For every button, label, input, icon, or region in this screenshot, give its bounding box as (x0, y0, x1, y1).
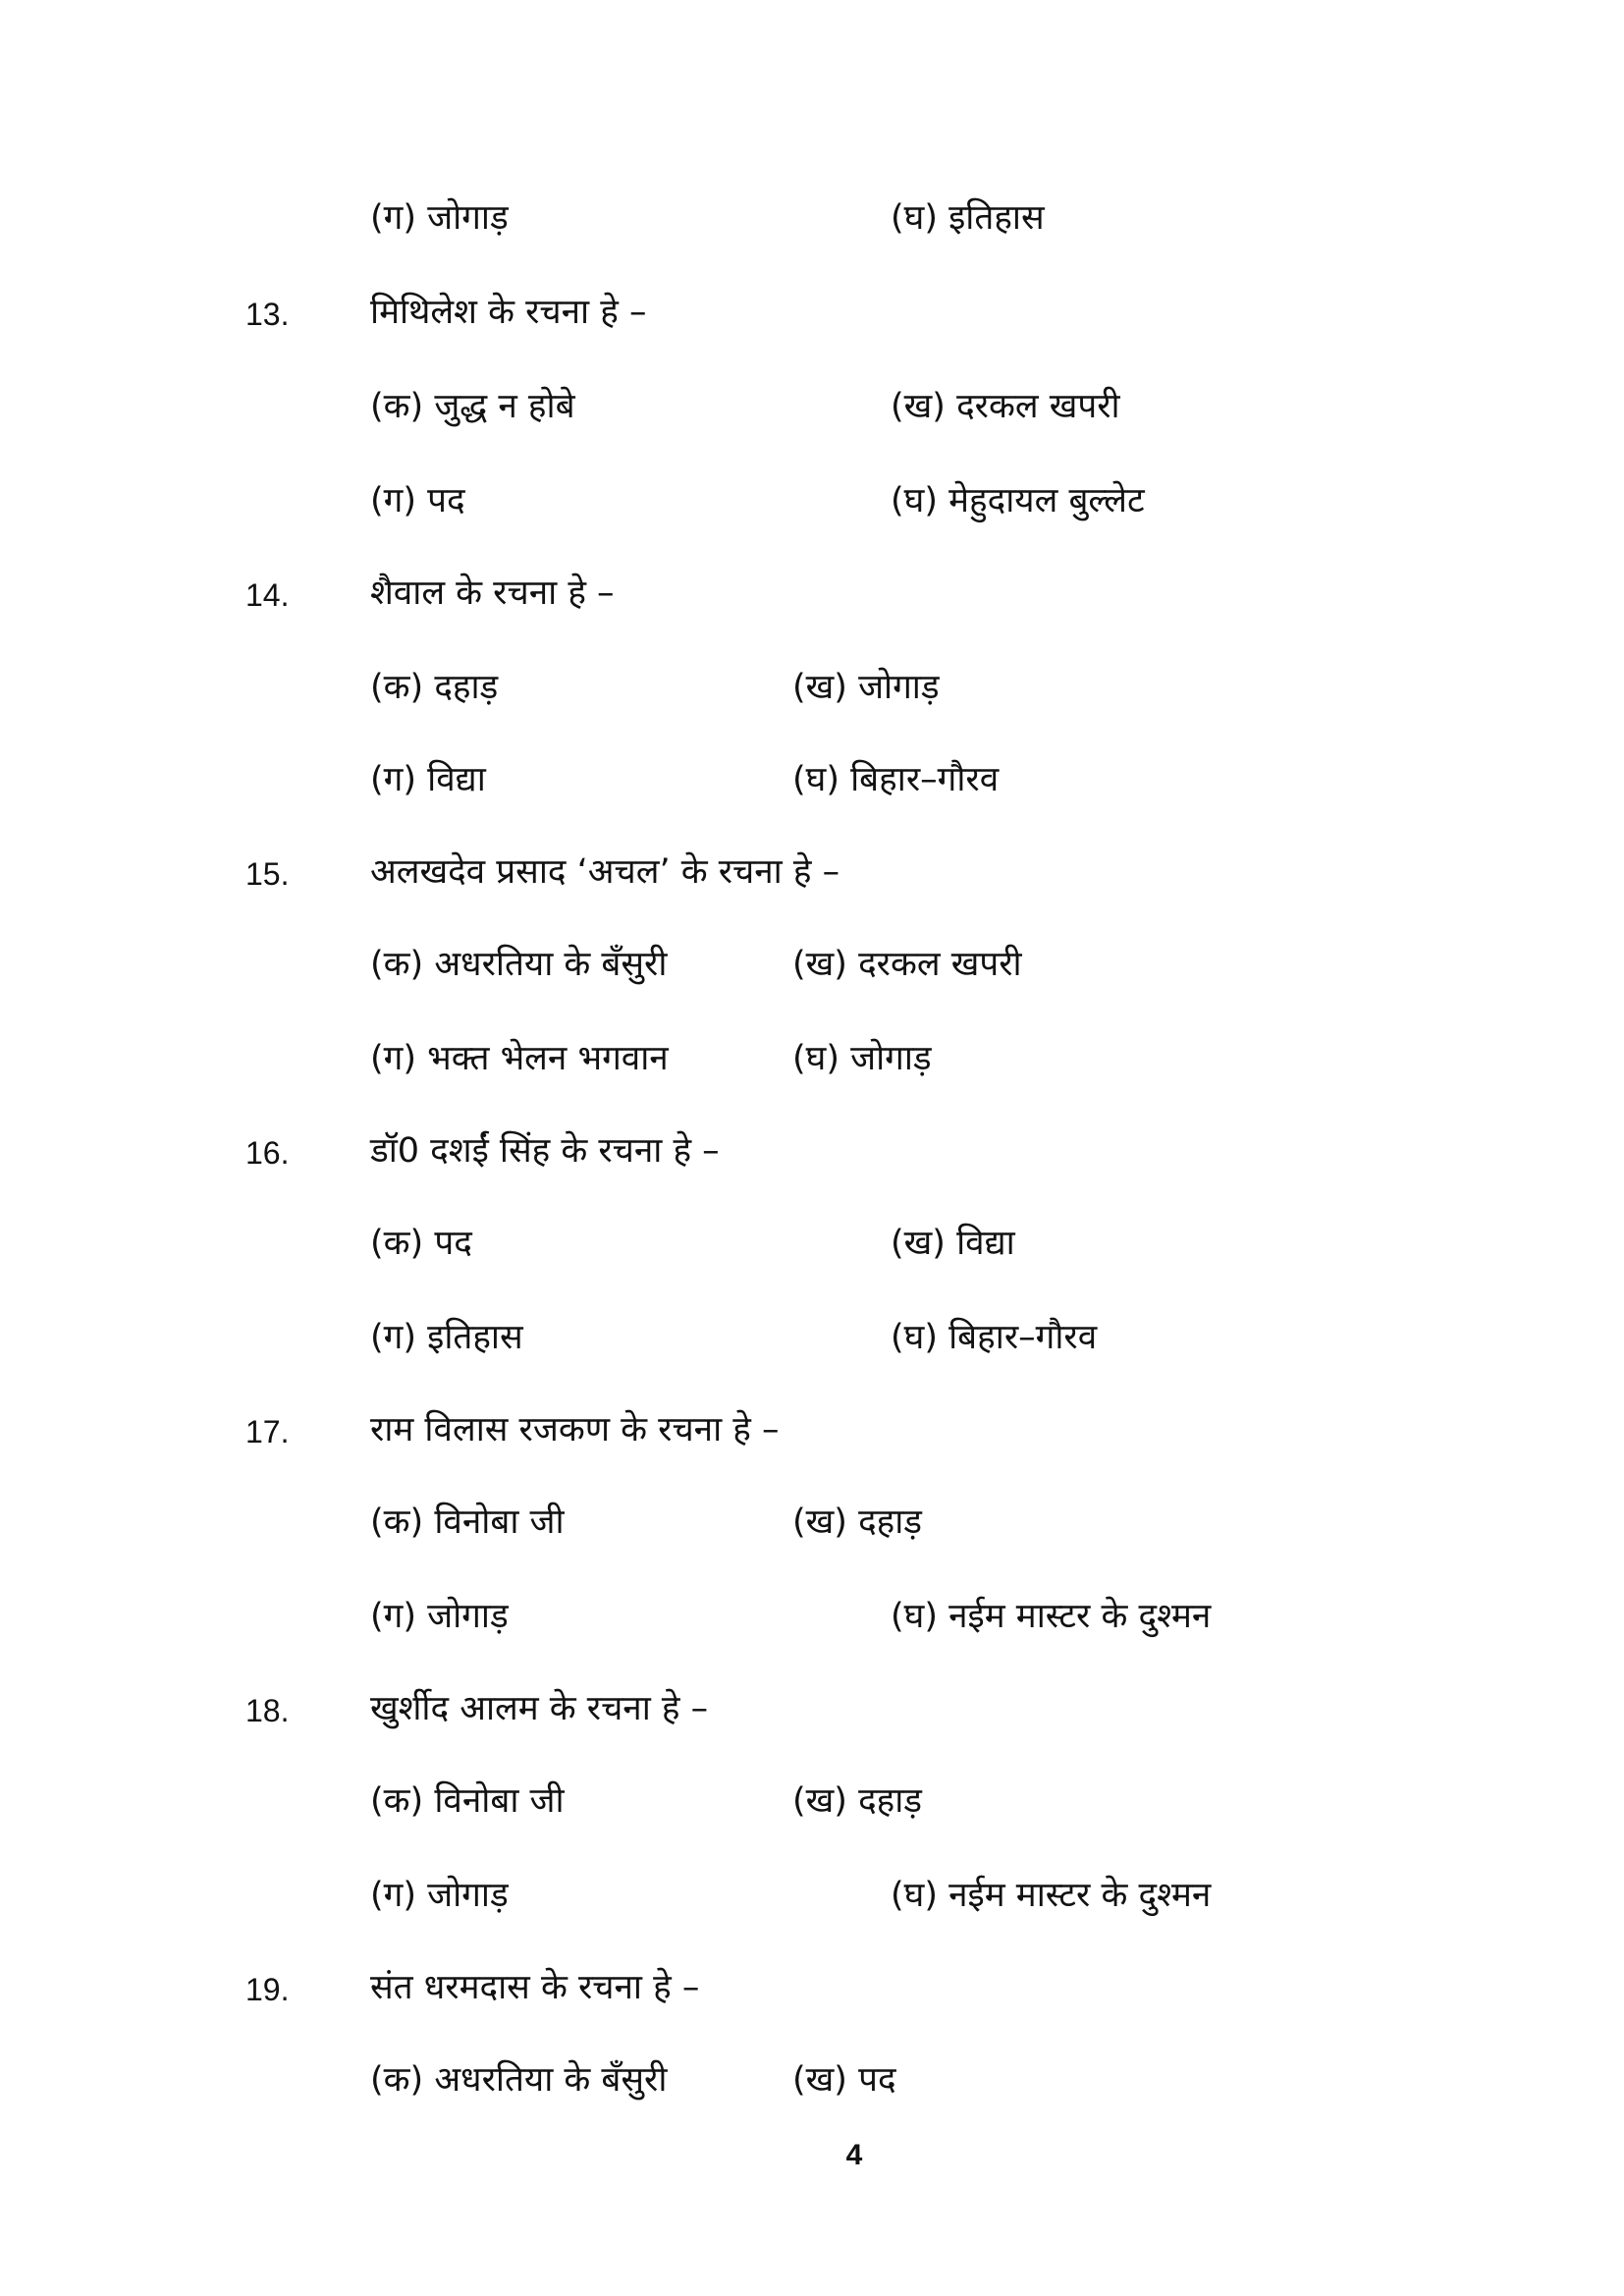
option-ka: (क) अधरतिया के बँसुरी (370, 945, 668, 984)
page-number: 4 (845, 2139, 863, 2171)
option-kha: (ख) दरकल खपरी (792, 945, 1022, 984)
question-number: 15. (245, 856, 290, 892)
question-text: राम विलास रजकण के रचना हे – (370, 1410, 780, 1449)
option-gha: (घ) इतिहास (891, 198, 1045, 238)
question-text: खुर्शीद आलम के रचना हे – (370, 1689, 709, 1728)
option-ga: (ग) इतिहास (370, 1318, 523, 1357)
option-ka: (क) पद (370, 1224, 472, 1263)
option-ka: (क) विनोबा जी (370, 1781, 565, 1821)
option-ga: (ग) पद (370, 481, 465, 520)
question-text: शैवाल के रचना हे – (370, 574, 615, 613)
option-kha: (ख) जोगाड़ (792, 668, 940, 707)
option-kha: (ख) दहाड़ (792, 1503, 923, 1542)
question-number: 14. (245, 577, 290, 613)
question-text: डॉ0 दशईं सिंह के रचना हे – (370, 1131, 720, 1171)
option-gha: (घ) जोगाड़ (792, 1039, 932, 1078)
option-gha: (घ) मेहुदायल बुल्लेट (891, 481, 1145, 520)
option-gha: (घ) बिहार–गौरव (891, 1318, 1098, 1357)
question-text: संत धरमदास के रचना हे – (370, 1968, 700, 2007)
question-number: 16. (245, 1135, 290, 1171)
option-ga: (ग) जोगाड़ (370, 1597, 509, 1636)
option-ka: (क) अधरतिया के बँसुरी (370, 2060, 668, 2100)
option-ga: (ग) जोगाड़ (370, 1876, 509, 1915)
option-kha: (ख) दरकल खपरी (891, 387, 1120, 426)
question-text: अलखदेव प्रसाद ‘अचल’ के रचना हे – (370, 852, 840, 892)
question-text: मिथिलेश के रचना हे – (370, 293, 647, 332)
option-ga: (ग) भक्त भेलन भगवान (370, 1039, 669, 1078)
option-gha: (घ) नईम मास्टर के दुश्मन (891, 1597, 1212, 1636)
option-kha: (ख) पद (792, 2060, 896, 2100)
question-number: 17. (245, 1414, 290, 1449)
option-ga: (ग) विद्या (370, 760, 486, 799)
question-number: 18. (245, 1693, 290, 1728)
option-ka: (क) दहाड़ (370, 668, 499, 707)
option-gha: (घ) बिहार–गौरव (792, 760, 1000, 799)
option-ka: (क) विनोबा जी (370, 1503, 565, 1542)
question-number: 19. (245, 1972, 290, 2007)
option-kha: (ख) दहाड़ (792, 1781, 923, 1821)
option-gha: (घ) नईम मास्टर के दुश्मन (891, 1876, 1212, 1915)
option-ga: (ग) जोगाड़ (370, 198, 509, 238)
question-number: 13. (245, 297, 290, 332)
option-ka: (क) जुद्ध न होबे (370, 387, 575, 426)
option-kha: (ख) विद्या (891, 1224, 1015, 1263)
